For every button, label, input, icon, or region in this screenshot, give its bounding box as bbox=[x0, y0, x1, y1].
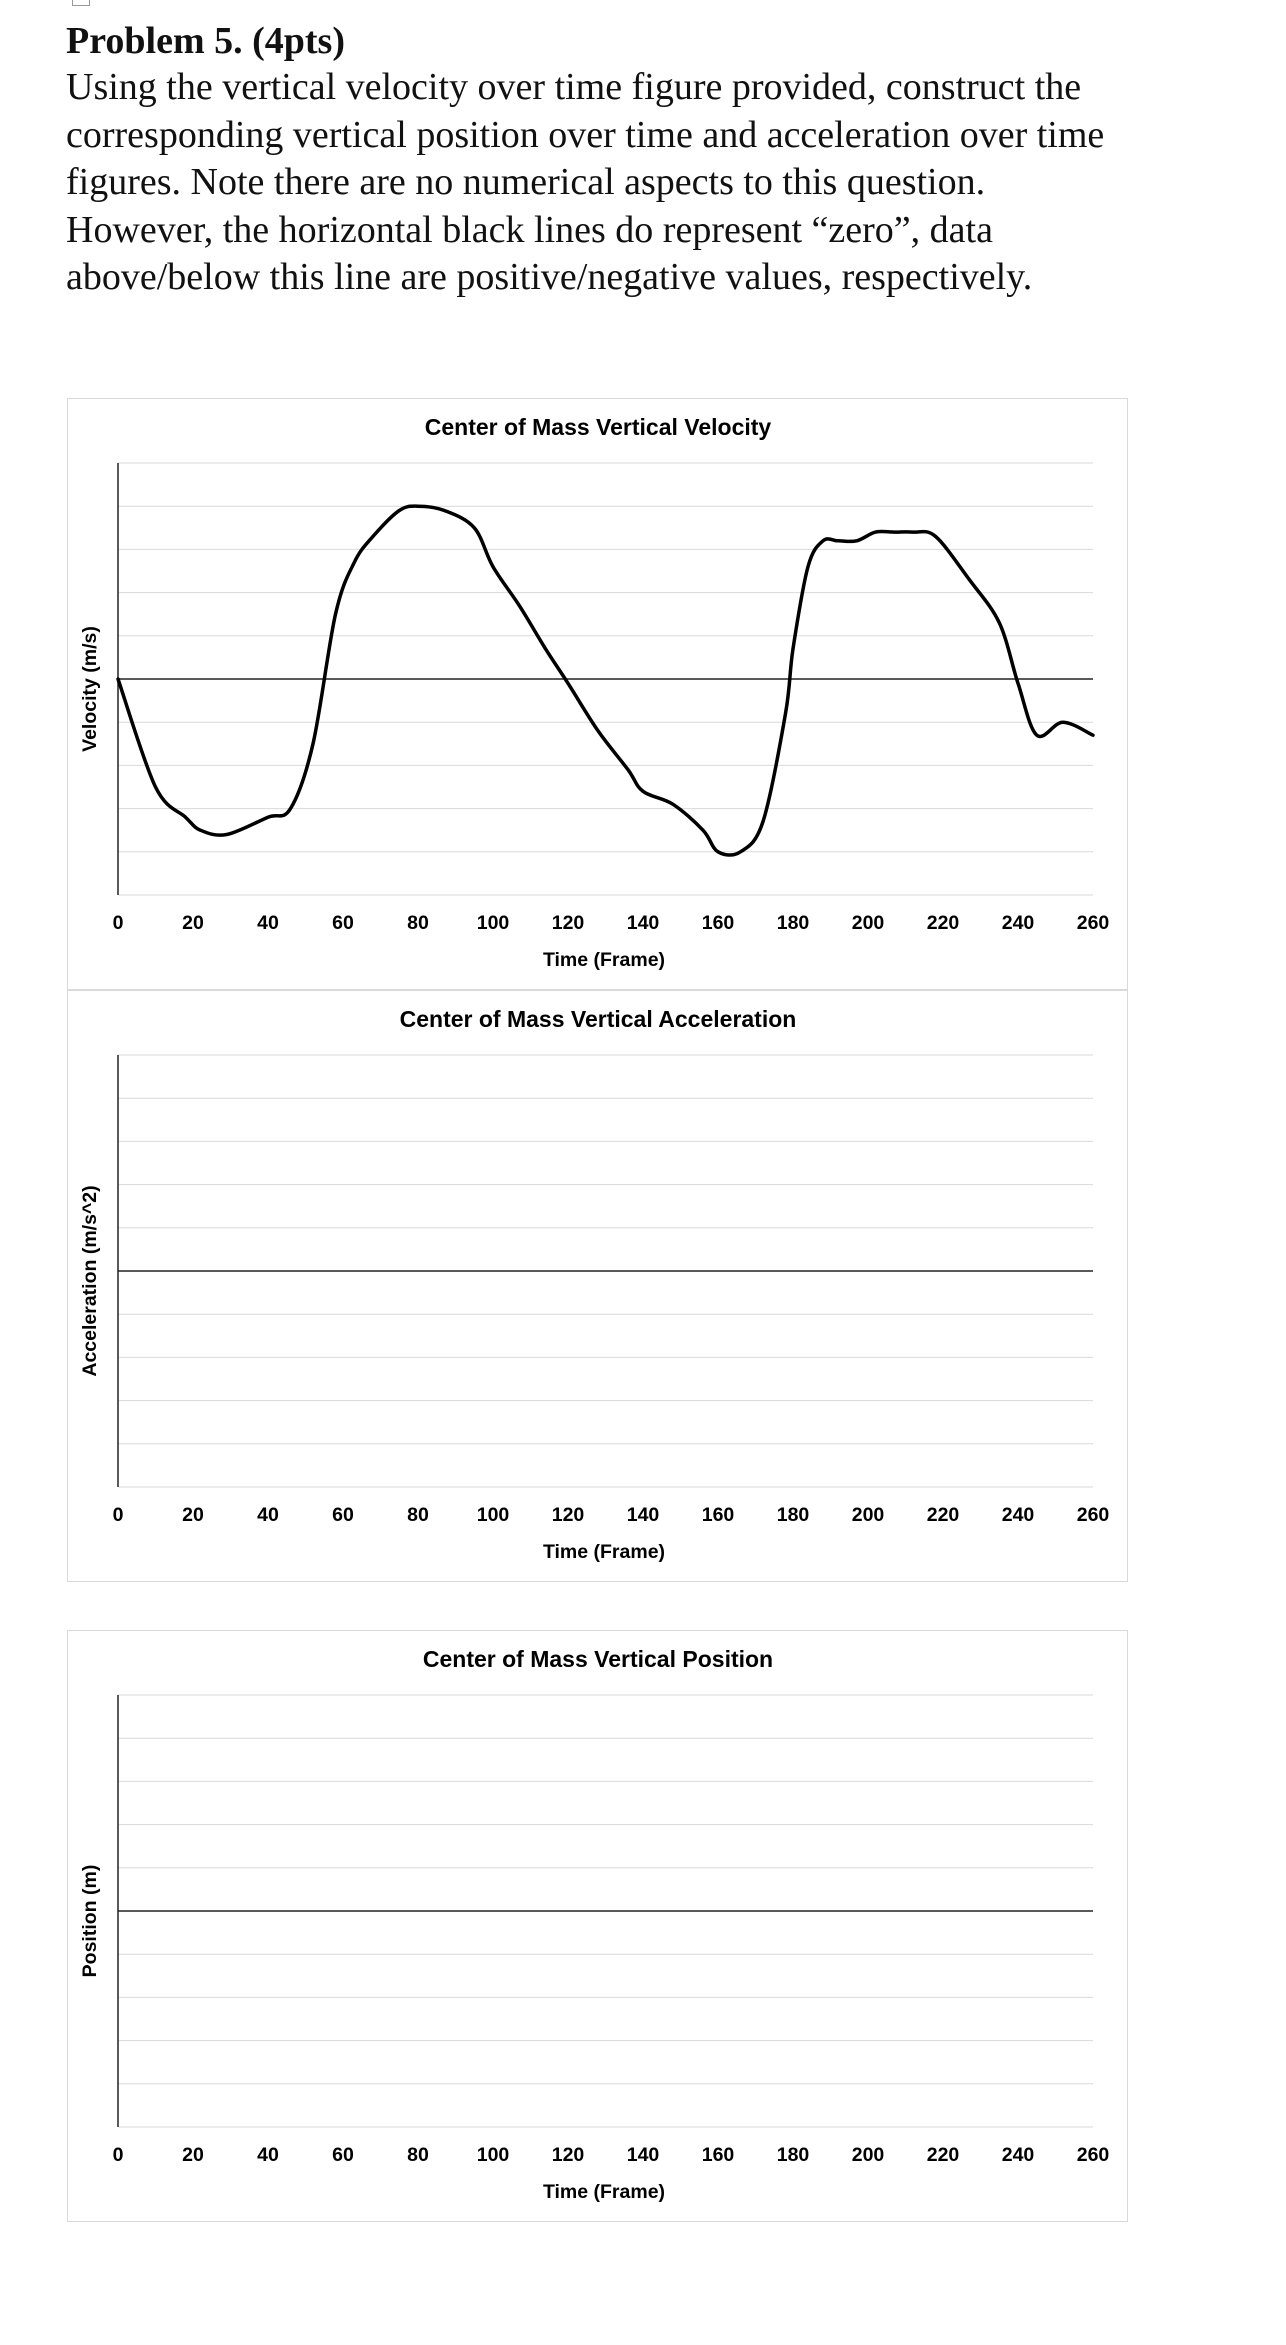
x-tick-label: 60 bbox=[332, 912, 354, 934]
x-tick-label: 220 bbox=[926, 912, 960, 934]
x-tick-label: 120 bbox=[551, 912, 585, 934]
y-axis-label: Acceleration (m/s^2) bbox=[79, 1185, 101, 1377]
position-chart-svg bbox=[68, 1631, 1126, 2220]
x-tick-label: 0 bbox=[112, 912, 124, 934]
x-tick-label: 260 bbox=[1076, 2144, 1110, 2166]
chart-title: Center of Mass Vertical Acceleration bbox=[399, 1006, 797, 1032]
x-tick-label: 180 bbox=[776, 912, 810, 934]
x-tick-label: 160 bbox=[701, 1504, 735, 1526]
position-chart bbox=[67, 1630, 1128, 2222]
series-layer bbox=[118, 506, 1093, 855]
gridlines bbox=[118, 1695, 1093, 2127]
x-tick-label: 0 bbox=[112, 1504, 124, 1526]
x-tick-label: 80 bbox=[407, 1504, 429, 1526]
problem-text: Using the vertical velocity over time figure provided, construct the corresponding vertical position over time and acceleration over time figures. Note there are no numerical aspects to this question. However, the horizontal black lines do represent “zero”, data above/below this line are positive/negative values, respectively. bbox=[66, 66, 1105, 298]
x-tick-label: 200 bbox=[851, 912, 885, 934]
acceleration-chart-svg bbox=[68, 991, 1126, 1580]
x-tick-label: 40 bbox=[257, 912, 279, 934]
x-tick-labels bbox=[113, 1504, 1110, 1526]
x-tick-label: 140 bbox=[626, 2144, 660, 2166]
x-tick-label: 240 bbox=[1001, 1504, 1035, 1526]
gridlines bbox=[118, 463, 1093, 895]
x-tick-label: 220 bbox=[926, 2144, 960, 2166]
x-tick-label: 100 bbox=[476, 912, 510, 934]
x-tick-label: 0 bbox=[112, 2144, 124, 2166]
x-axis-label: Time (Frame) bbox=[542, 1541, 666, 1563]
chart-title: Center of Mass Vertical Velocity bbox=[424, 414, 772, 440]
page-checkbox[interactable] bbox=[72, 0, 90, 6]
x-tick-label: 260 bbox=[1076, 1504, 1110, 1526]
chart-title: Center of Mass Vertical Position bbox=[422, 1646, 774, 1672]
x-tick-labels bbox=[113, 912, 1110, 934]
x-tick-label: 200 bbox=[851, 1504, 885, 1526]
x-tick-label: 20 bbox=[182, 1504, 204, 1526]
x-tick-label: 260 bbox=[1076, 912, 1110, 934]
series-line-velocity bbox=[118, 506, 1093, 855]
x-tick-label: 40 bbox=[257, 1504, 279, 1526]
x-tick-label: 20 bbox=[182, 2144, 204, 2166]
x-tick-labels bbox=[113, 2144, 1110, 2166]
x-tick-label: 120 bbox=[551, 2144, 585, 2166]
problem-title: Problem 5. (4pts) bbox=[66, 20, 345, 62]
acceleration-chart bbox=[67, 990, 1128, 1582]
x-tick-label: 20 bbox=[182, 912, 204, 934]
x-tick-label: 100 bbox=[476, 2144, 510, 2166]
x-tick-label: 140 bbox=[626, 912, 660, 934]
x-tick-label: 80 bbox=[407, 912, 429, 934]
x-tick-label: 200 bbox=[851, 2144, 885, 2166]
x-tick-label: 80 bbox=[407, 2144, 429, 2166]
gridlines bbox=[118, 1055, 1093, 1487]
x-axis-label: Time (Frame) bbox=[542, 949, 666, 971]
y-axis-label: Velocity (m/s) bbox=[79, 626, 101, 752]
x-tick-label: 40 bbox=[257, 2144, 279, 2166]
x-tick-label: 220 bbox=[926, 1504, 960, 1526]
x-tick-label: 120 bbox=[551, 1504, 585, 1526]
velocity-chart bbox=[67, 398, 1128, 990]
x-tick-label: 60 bbox=[332, 2144, 354, 2166]
x-tick-label: 160 bbox=[701, 912, 735, 934]
problem-statement bbox=[66, 18, 1126, 302]
x-tick-label: 180 bbox=[776, 1504, 810, 1526]
y-axis-label: Position (m) bbox=[79, 1864, 101, 1978]
x-tick-label: 240 bbox=[1001, 2144, 1035, 2166]
x-tick-label: 180 bbox=[776, 2144, 810, 2166]
velocity-chart-svg bbox=[68, 399, 1126, 988]
x-tick-label: 160 bbox=[701, 2144, 735, 2166]
x-tick-label: 240 bbox=[1001, 912, 1035, 934]
x-axis-label: Time (Frame) bbox=[542, 2181, 666, 2203]
x-tick-label: 100 bbox=[476, 1504, 510, 1526]
x-tick-label: 60 bbox=[332, 1504, 354, 1526]
x-tick-label: 140 bbox=[626, 1504, 660, 1526]
